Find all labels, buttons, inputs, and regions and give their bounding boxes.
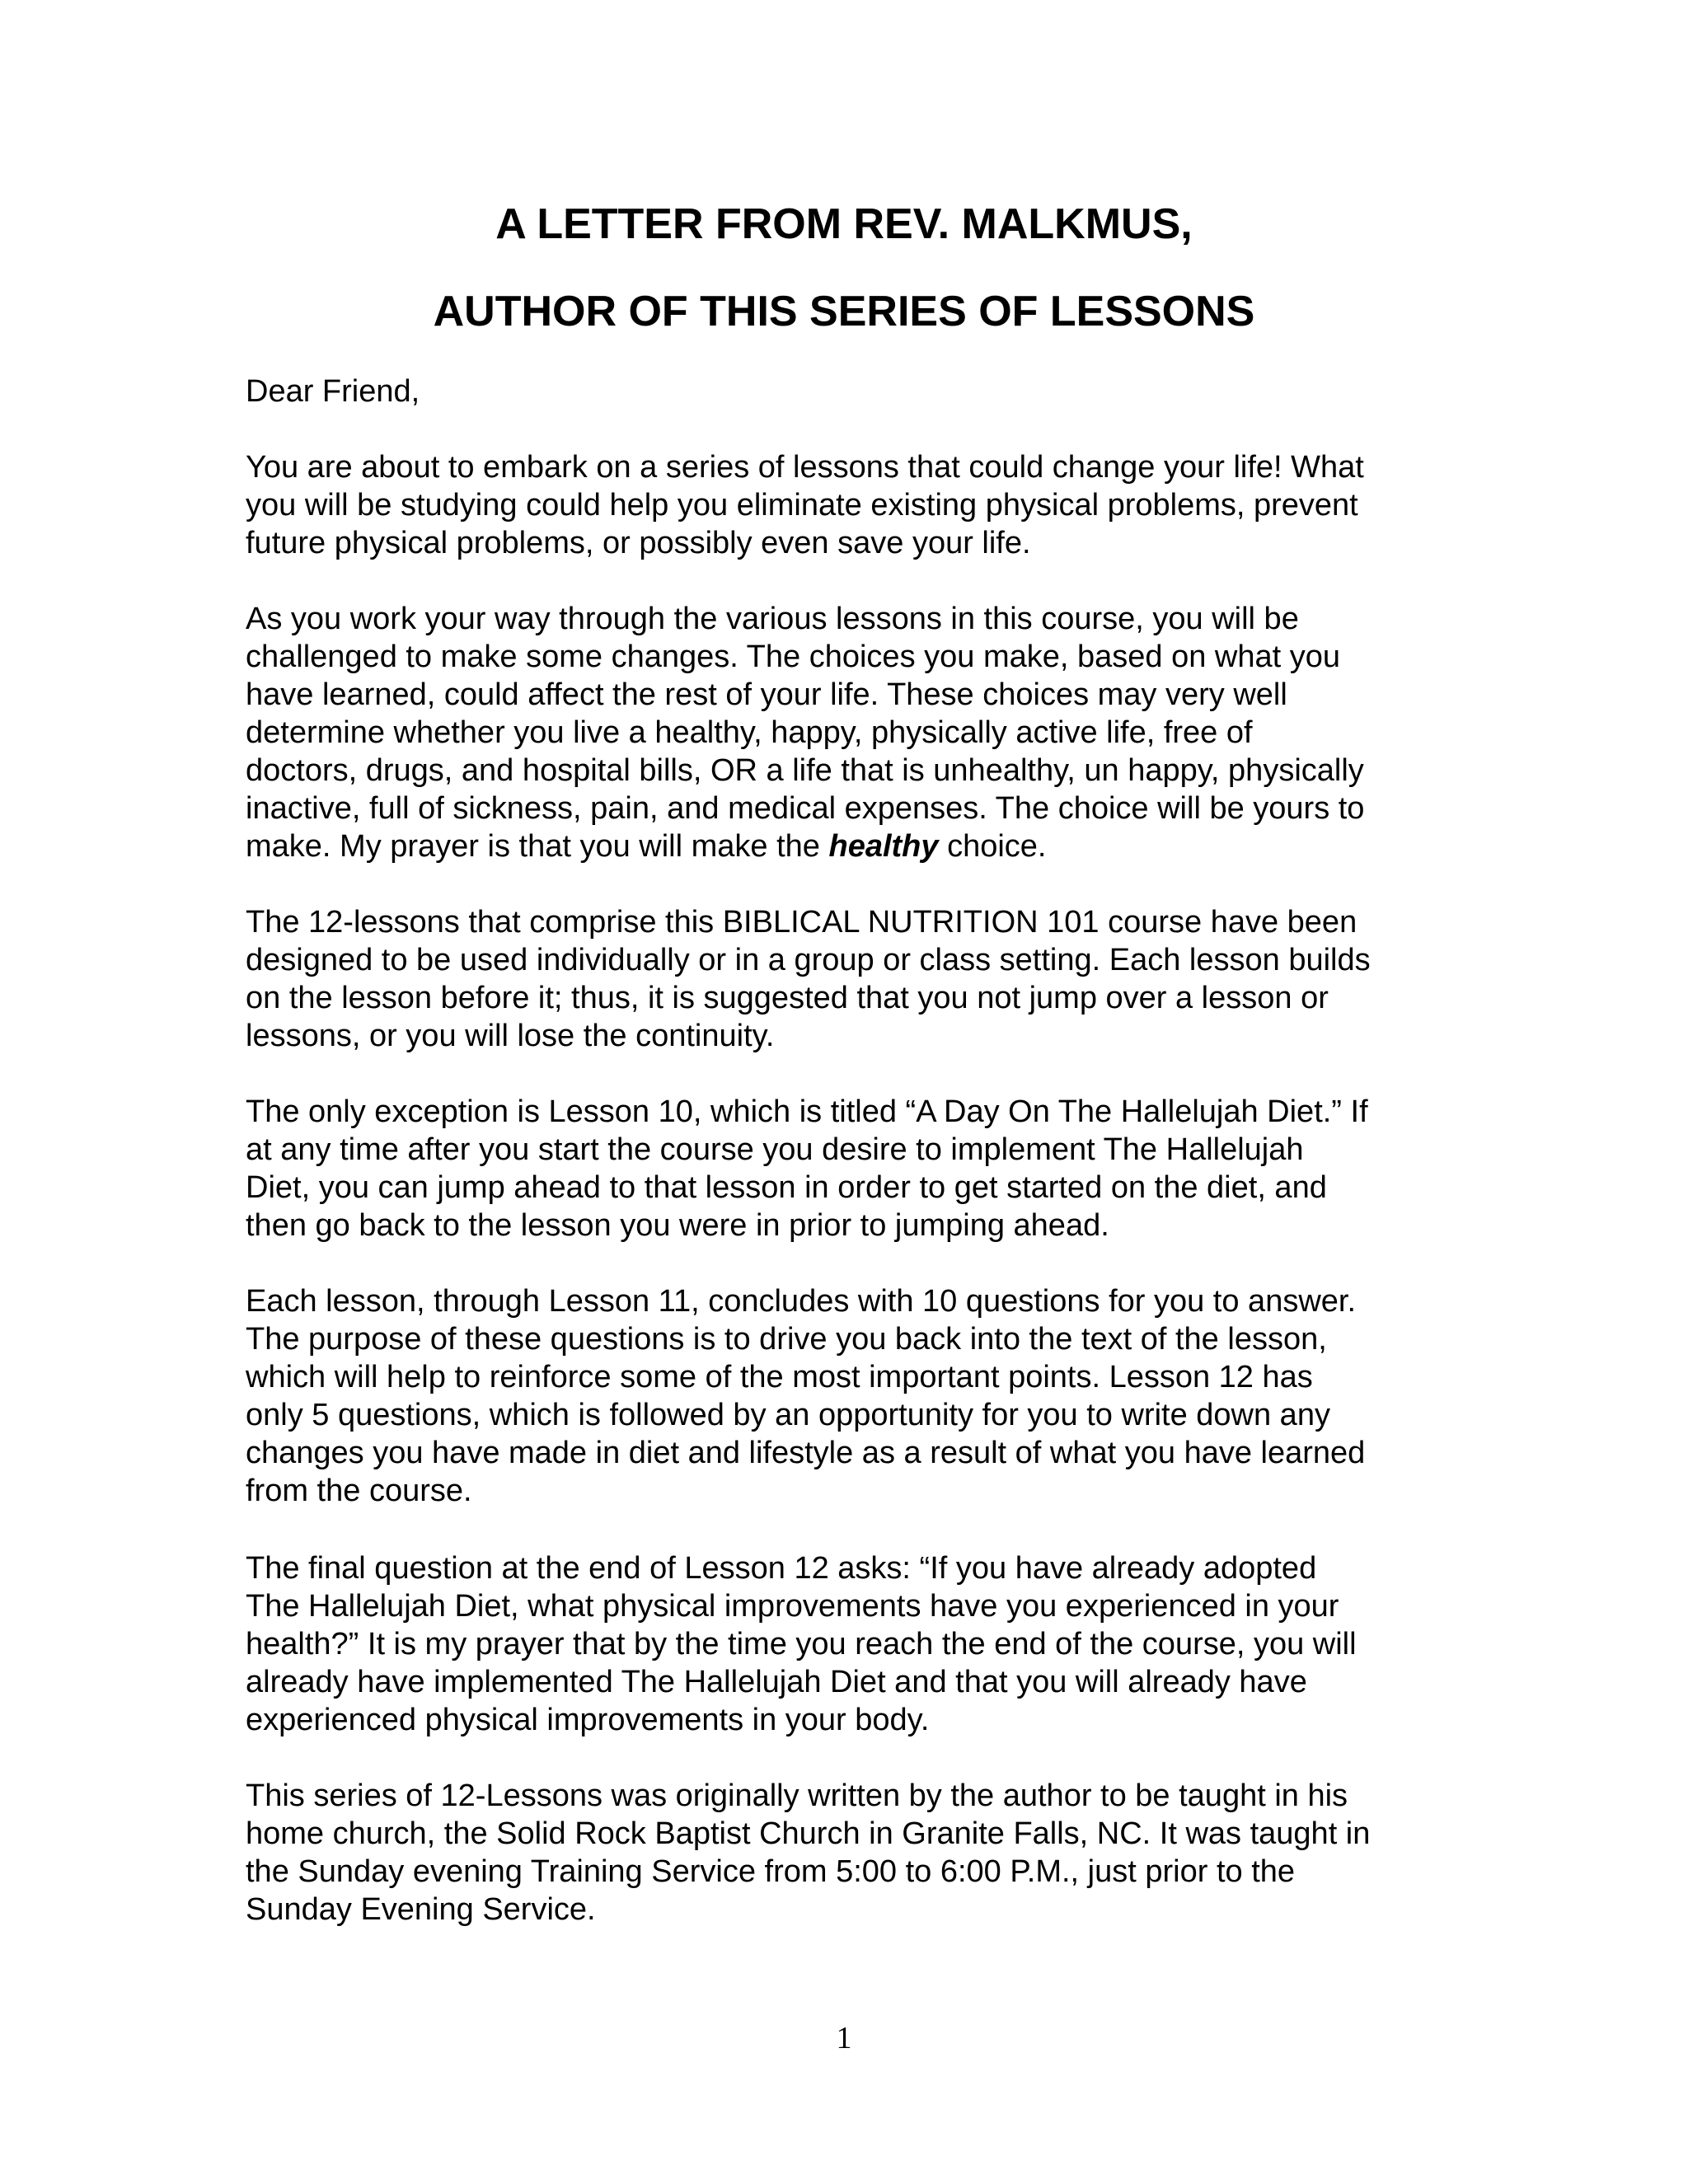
paragraph-3 xyxy=(246,903,1432,1055)
paragraph-line: which will help to reinforce some of the most important points. Lesson 12 has xyxy=(246,1360,1313,1394)
paragraph-line: You are about to embark on a series of lessons that could change your life! What xyxy=(246,450,1364,485)
paragraph-line: The purpose of these questions is to drive you back into the text of the lesson, xyxy=(246,1322,1327,1357)
paragraph-line: home church, the Solid Rock Baptist Church in Granite Falls, NC. It was taught in xyxy=(246,1816,1371,1851)
salutation: Dear Friend, xyxy=(246,374,420,409)
paragraph-line: designed to be used individually or in a group or class setting. Each lesson builds xyxy=(246,943,1371,977)
paragraph-line: Sunday Evening Service. xyxy=(246,1892,596,1927)
paragraph-5 xyxy=(246,1282,1432,1510)
text-after-emphasis: choice. xyxy=(938,829,1047,864)
paragraph-line: on the lesson before it; thus, it is suggested that you not jump over a lesson or xyxy=(246,981,1329,1015)
paragraph-line: challenged to make some changes. The choices you make, based on what you xyxy=(246,640,1340,674)
paragraph-line: changes you have made in diet and lifestyle as a result of what you have learned xyxy=(246,1436,1366,1470)
text-before-emphasis: make. My prayer is that you will make the xyxy=(246,829,829,864)
paragraph-line: inactive, full of sickness, pain, and medical expenses. The choice will be yours to xyxy=(246,791,1365,826)
paragraph-line: then go back to the lesson you were in prior to jumping ahead. xyxy=(246,1208,1109,1243)
paragraph-line: future physical problems, or possibly even save your life. xyxy=(246,526,1031,560)
paragraph-line: The only exception is Lesson 10, which is titled “A Day On The Hallelujah Diet.” If xyxy=(246,1094,1368,1129)
paragraph-1 xyxy=(246,448,1432,562)
emphasis-healthy: healthy xyxy=(828,829,939,864)
paragraph-line: lessons, or you will lose the continuity. xyxy=(246,1019,775,1053)
paragraph-line: already have implemented The Hallelujah Diet and that you will already have xyxy=(246,1665,1307,1699)
paragraph-line-with-emphasis xyxy=(246,827,1432,865)
paragraph-line: determine whether you live a healthy, happy, physically active life, free of xyxy=(246,715,1253,750)
paragraph-line: This series of 12-Lessons was originally written by the author to be taught in his xyxy=(246,1779,1348,1813)
paragraph-line: doctors, drugs, and hospital bills, OR a life that is unhealthy, un happy, physically xyxy=(246,753,1364,788)
paragraph-line: experienced physical improvements in your body. xyxy=(246,1703,930,1737)
paragraph-line: The 12-lessons that comprise this BIBLICAL NUTRITION 101 course have been xyxy=(246,905,1357,940)
paragraph-line: The Hallelujah Diet, what physical improvements have you experienced in your xyxy=(246,1589,1339,1624)
page-number: 1 xyxy=(836,2021,852,2055)
paragraph-line: have learned, could affect the rest of your life. These choices may very well xyxy=(246,677,1287,712)
paragraph-line: As you work your way through the various lessons in this course, you will be xyxy=(246,602,1299,636)
paragraph-line: the Sunday evening Training Service from 5:00 to 6:00 P.M., just prior to the xyxy=(246,1854,1296,1889)
paragraph-7 xyxy=(246,1777,1432,1929)
paragraph-line: The final question at the end of Lesson 12 asks: “If you have already adopted xyxy=(246,1551,1317,1586)
paragraph-2 xyxy=(246,600,1432,865)
page-title-line-1: A LETTER FROM REV. MALKMUS, xyxy=(495,200,1193,248)
paragraph-6 xyxy=(246,1549,1432,1739)
page-title-line-2: AUTHOR OF THIS SERIES OF LESSONS xyxy=(433,288,1255,335)
paragraph-4 xyxy=(246,1093,1432,1244)
paragraph-line: Each lesson, through Lesson 11, concludes with 10 questions for you to answer. xyxy=(246,1284,1357,1319)
paragraph-line: health?” It is my prayer that by the time you reach the end of the course, you will xyxy=(246,1627,1357,1661)
paragraph-line: from the course. xyxy=(246,1474,472,1508)
paragraph-line: only 5 questions, which is followed by an opportunity for you to write down any xyxy=(246,1398,1330,1432)
paragraph-line: you will be studying could help you eliminate existing physical problems, prevent xyxy=(246,488,1358,523)
paragraph-line: Diet, you can jump ahead to that lesson in order to get started on the diet, and xyxy=(246,1170,1327,1205)
paragraph-line: at any time after you start the course you desire to implement The Hallelujah xyxy=(246,1132,1304,1167)
